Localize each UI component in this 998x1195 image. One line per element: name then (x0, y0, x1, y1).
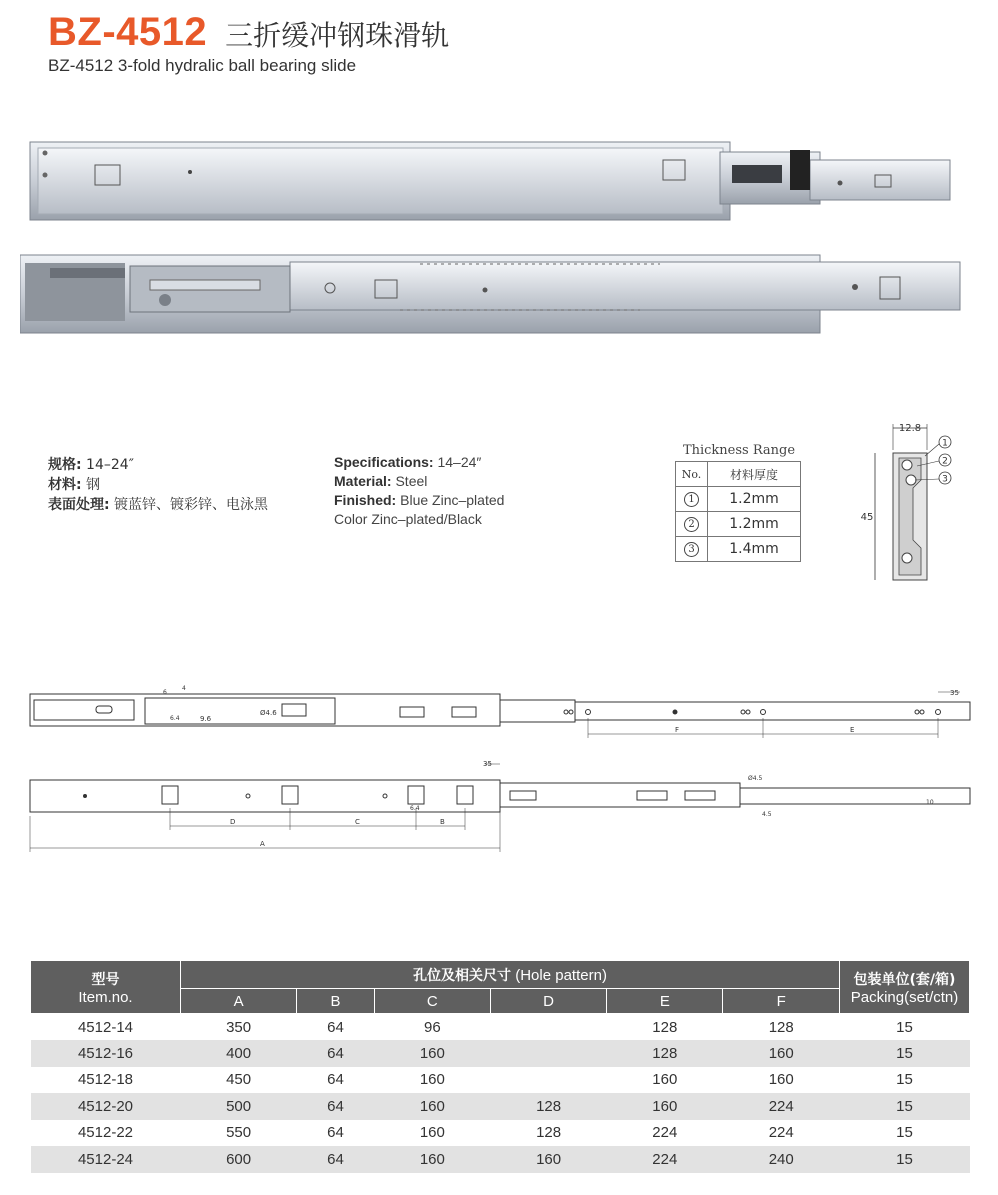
table-cell: 160 (374, 1093, 490, 1120)
product-subtitle: BZ-4512 3-fold hydralic ball bearing slide (48, 56, 357, 75)
spec-en-finish-2: Color Zinc–plated/Black (334, 511, 482, 527)
table-cell: 15 (840, 1040, 970, 1067)
table-cell: 128 (536, 1124, 562, 1142)
spec-cn-size: 规格: 14–24″ (48, 457, 134, 473)
thickness-value: 1.2mm (708, 487, 801, 512)
drawing-label: Ø4.5 (748, 775, 763, 782)
callout-number: 3 (942, 474, 948, 485)
drawing-label: 6 (163, 689, 167, 696)
col-e: E (607, 989, 723, 1014)
table-cell: 550 (226, 1124, 252, 1142)
table-cell: 64 (327, 1018, 344, 1036)
drawing-label: E (850, 726, 855, 734)
circled-number: 1 (684, 492, 699, 507)
profile-width-label: 12.8 (898, 423, 922, 434)
item-number-cell: 4512-20 (31, 1093, 181, 1120)
thickness-table (675, 461, 801, 562)
circled-number: 3 (684, 542, 699, 557)
slide-inner-view (20, 255, 960, 333)
drawing-side-view (30, 764, 970, 852)
table-cell (490, 1014, 606, 1041)
table-row (31, 1093, 970, 1120)
table-cell: 15 (896, 1071, 913, 1089)
table-cell: 160 (374, 1146, 490, 1173)
table-cell: 160 (652, 1071, 678, 1089)
table-cell: 500 (181, 1093, 297, 1120)
table-cell: 160 (374, 1040, 490, 1067)
table-cell: 160 (490, 1146, 606, 1173)
hole-pattern-table (30, 960, 970, 1173)
item-number-cell: 4512-14 (77, 1018, 134, 1036)
table-cell: 224 (723, 1093, 840, 1120)
spec-en-finish: Finished: Blue Zinc–plated (334, 492, 505, 508)
drawing-label: B (440, 818, 445, 826)
spec-cn-material: 材料: 钢 (48, 477, 101, 493)
table-row (31, 1014, 970, 1041)
spec-en-material: Material: Steel (334, 473, 428, 489)
callout-number: 1 (942, 438, 948, 449)
thickness-row (676, 537, 801, 562)
col-c: C (374, 989, 490, 1014)
drawing-label: C (355, 818, 360, 826)
table-cell: 15 (840, 1146, 970, 1173)
thickness-value: 1.4mm (708, 537, 801, 562)
drawing-label: Ø4.6 (260, 709, 277, 717)
technical-drawing (20, 680, 975, 855)
drawing-label: A (260, 840, 265, 848)
slide-top-view (30, 142, 950, 220)
item-number-cell: 4512-18 (77, 1071, 134, 1089)
spec-en (334, 453, 504, 529)
thickness-col-no: No. (676, 462, 708, 487)
spec-cn-finish: 表面处理: 镀蓝锌、镀彩锌、电泳黑 (48, 497, 269, 513)
thickness-title: Thickness Range (682, 443, 796, 458)
table-cell: 64 (297, 1146, 375, 1173)
table-cell: 15 (896, 1124, 913, 1142)
spec-en-size: Specifications: 14–24″ (334, 454, 482, 470)
col-b: B (297, 989, 375, 1014)
table-cell: 160 (419, 1124, 445, 1142)
table-cell: 64 (327, 1124, 344, 1142)
product-title-cn: 三折缓冲钢珠滑轨 (225, 19, 450, 52)
drawing-label: 6.4 (170, 715, 180, 722)
table-cell: 224 (768, 1124, 794, 1142)
item-number-cell: 4512-16 (31, 1040, 181, 1067)
table-cell: 224 (607, 1146, 723, 1173)
table-cell: 96 (424, 1018, 441, 1036)
table-body (31, 1014, 970, 1173)
item-number-cell: 4512-22 (77, 1124, 134, 1142)
table-cell: 160 (768, 1071, 794, 1089)
col-model: 型号 Item.no. (31, 961, 181, 1014)
table-cell: 128 (607, 1040, 723, 1067)
table-cell: 15 (896, 1018, 913, 1036)
profile-section-drawing (855, 420, 955, 590)
table-cell: 240 (723, 1146, 840, 1173)
table-cell: 64 (327, 1071, 344, 1089)
product-photo (20, 130, 970, 350)
table-row (31, 1120, 970, 1147)
table-cell: 160 (419, 1071, 445, 1089)
title-row (48, 10, 449, 60)
thickness-col-value: 材料厚度 (708, 462, 801, 487)
drawing-label: 35 (950, 689, 959, 697)
drawing-label: 6.4 (410, 805, 420, 812)
spec-cn (48, 455, 268, 515)
table-cell: 450 (226, 1071, 252, 1089)
drawing-label: 10 (926, 799, 934, 806)
drawing-label: 35 (483, 760, 492, 768)
table-cell: 400 (181, 1040, 297, 1067)
table-cell: 128 (652, 1018, 678, 1036)
table-cell: 128 (768, 1018, 794, 1036)
table-cell (490, 1040, 606, 1067)
table-cell: 64 (297, 1093, 375, 1120)
table-row (31, 1040, 970, 1067)
col-f: F (723, 989, 840, 1014)
table-cell: 350 (226, 1018, 252, 1036)
item-number-cell: 4512-24 (31, 1146, 181, 1173)
table-cell: 600 (181, 1146, 297, 1173)
thickness-row (676, 512, 801, 537)
table-row (31, 1067, 970, 1094)
table-cell: 160 (607, 1093, 723, 1120)
drawing-label: 4.5 (762, 811, 772, 818)
table-cell: 64 (297, 1040, 375, 1067)
thickness-row (676, 487, 801, 512)
thickness-value: 1.2mm (708, 512, 801, 537)
drawing-label: 9.6 (200, 715, 212, 723)
drawing-label: 4 (182, 685, 186, 692)
thickness-header (676, 462, 801, 487)
table-cell: 128 (490, 1093, 606, 1120)
col-a: A (181, 989, 297, 1014)
col-hole-pattern: 孔位及相关尺寸 (Hole pattern) (181, 961, 840, 989)
col-d: D (490, 989, 606, 1014)
table-header-top (31, 961, 970, 989)
callout-number: 2 (942, 456, 948, 467)
drawing-label: D (230, 818, 236, 826)
model-number: BZ-4512 (48, 10, 208, 54)
profile-height-label: 45 (860, 512, 874, 523)
circled-number: 2 (684, 517, 699, 532)
table-row (31, 1146, 970, 1173)
table-cell: 160 (723, 1040, 840, 1067)
table-cell: 224 (652, 1124, 678, 1142)
col-packing: 包装单位(套/箱) Packing(set/ctn) (840, 961, 970, 1014)
table-cell (490, 1067, 606, 1094)
drawing-label: F (675, 726, 680, 734)
table-cell: 15 (840, 1093, 970, 1120)
